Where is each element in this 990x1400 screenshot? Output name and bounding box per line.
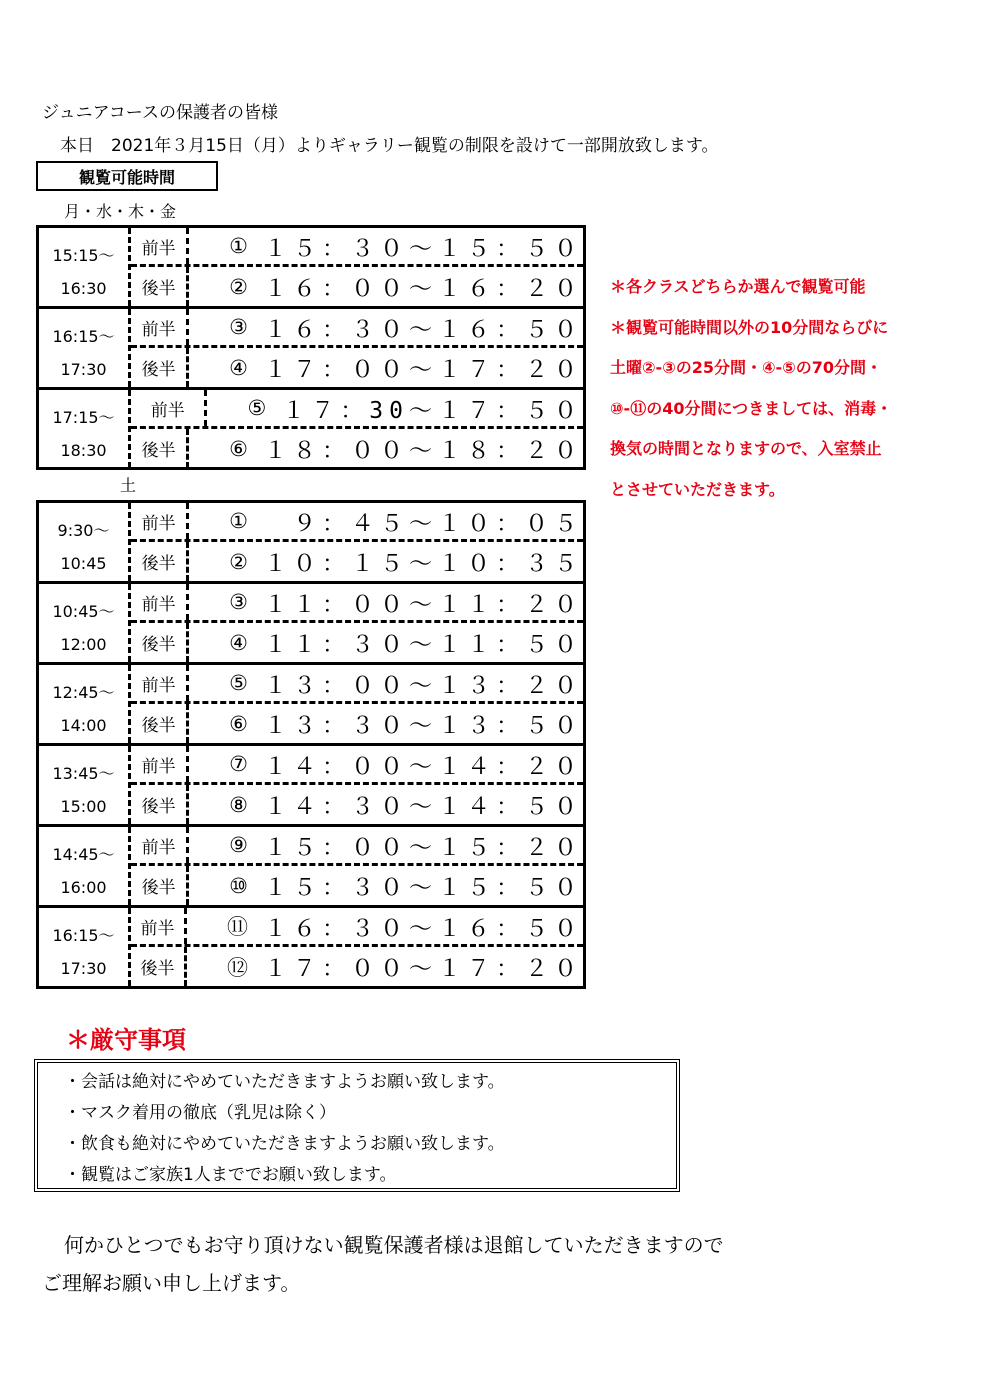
weekday-label: 月・水・木・金 [64,202,177,221]
time-group [39,228,583,306]
time-group [39,662,583,743]
time-range-start: 16:15～ [52,327,115,346]
slot-row [131,503,583,542]
slot-time: １６：００～１６：２０ [264,276,583,302]
slot-time: １６：３０～１６：５０ [264,915,583,942]
slot-number: ⑪ [227,915,248,939]
slot-time: １７：30～１７：５０ [282,397,583,424]
time-range-cell [39,827,131,905]
rules-box [34,1059,680,1192]
rule-item: ・会話は絶対にやめていただきますようお願い致します。 [64,1072,505,1092]
slot-time: １１：３０～１１：５０ [264,632,583,658]
weekday-schedule-table [36,225,586,470]
slot-time: １４：００～１４：２０ [264,753,583,780]
slot-time: １５：３０～１５：５０ [264,875,583,901]
time-range-cell [39,584,131,662]
time-range-start: 16:15～ [52,926,115,945]
time-range-start: 13:45～ [52,764,115,783]
time-group [39,581,583,662]
half-label: 後半 [131,623,189,662]
time-range-cell [39,746,131,824]
slot-cell [189,503,583,539]
slot-row [131,267,583,306]
slot-row [131,584,583,623]
slot-number: ② [229,274,248,299]
note-line: ⑩-⑪の40分間につきましては、消毒・ [610,398,893,418]
rules-title: ＊厳守事項 [66,1026,186,1054]
half-label: 前半 [131,309,189,345]
slot-time: ９：４５～１０：０５ [264,510,583,537]
slot-cell [189,704,583,743]
slot-number: ⑧ [229,792,248,817]
slot-row [131,746,583,785]
slot-cell [187,947,583,986]
half-label: 前半 [131,390,207,426]
slot-number: ② [229,549,248,574]
slot-number: ⑤ [247,396,267,420]
half-label: 前半 [131,228,189,264]
time-range-start: 15:15～ [52,246,115,265]
slot-number: ⑫ [227,955,248,980]
time-group [39,743,583,824]
half-label: 後半 [131,785,189,824]
time-range-end: 16:30 [60,279,107,298]
table-title: 観覧可能時間 [36,161,218,191]
slot-cell [189,429,583,468]
half-label: 前半 [131,908,187,944]
slot-cell [187,908,583,944]
half-label: 前半 [131,665,189,701]
slot-number: ④ [229,355,248,380]
slot-time: １７：００～１７：２０ [264,956,583,982]
slot-cell [189,584,583,620]
slot-number: ③ [229,315,248,339]
time-range-end: 17:30 [60,360,107,379]
half-label: 前半 [131,584,189,620]
slot-cell [189,228,583,264]
half-label: 後半 [131,866,189,905]
time-range-end: 12:00 [60,635,107,654]
half-label: 後半 [131,542,189,581]
time-range-start: 12:45～ [52,683,115,702]
slot-row [131,542,583,581]
greeting: ジュニアコースの保護者の皆様 [42,103,278,123]
slot-number: ⑩ [229,873,248,898]
rule-item: ・飲食も絶対にやめていただきますようお願い致します。 [64,1134,505,1154]
intro-text: 本日 2021年３月15日（月）よりギャラリー観覧の制限を設けて一部開放致します。 [60,136,719,156]
slot-number: ⑥ [229,436,248,461]
time-range-start: 14:45～ [52,845,115,864]
time-range-cell [39,228,131,306]
slot-cell [189,309,583,345]
half-label: 後半 [131,429,189,468]
time-range-cell [39,309,131,387]
slot-cell [189,785,583,824]
slot-row [131,429,583,468]
slot-number: ④ [229,630,248,655]
slot-row [131,390,583,429]
time-group [39,306,583,387]
slot-time: １３：００～１３：２０ [264,672,583,699]
slot-row [131,908,583,947]
saturday-label: 土 [120,476,137,495]
slot-time: １７：００～１７：２０ [264,357,583,383]
slot-cell [189,665,583,701]
slot-cell [189,267,583,306]
rule-item: ・マスク着用の徹底（乳児は除く） [64,1103,336,1123]
half-label: 前半 [131,827,189,863]
slot-cell [189,623,583,662]
slot-cell [189,746,583,782]
time-range-end: 14:00 [60,716,107,735]
slot-row [131,228,583,267]
saturday-schedule-table [36,500,586,989]
slot-number: ⑨ [229,833,248,857]
time-range-cell [39,503,131,581]
time-range-cell [39,908,131,986]
half-label: 後半 [131,267,189,306]
time-group [39,387,583,468]
slot-time: １５：００～１５：２０ [264,834,583,861]
half-label: 後半 [131,704,189,743]
note-line: ＊各クラスどちらか選んで観覧可能 [610,277,866,296]
slot-time: １１：００～１１：２０ [264,591,583,618]
half-label: 前半 [131,746,189,782]
time-group [39,824,583,905]
slot-number: ① [229,234,248,258]
slot-number: ⑤ [229,671,248,695]
note-line: ＊観覧可能時間以外の10分間ならびに [610,317,889,337]
slot-row [131,665,583,704]
slot-cell [189,827,583,863]
time-range-start: 9:30～ [57,521,110,540]
slot-row [131,866,583,905]
half-label: 前半 [131,503,189,539]
time-range-end: 16:00 [60,878,107,897]
time-range-end: 10:45 [60,554,107,573]
note-line: 換気の時間となりますので、入室禁止 [610,439,882,458]
slot-row [131,704,583,743]
slot-time: １６：３０～１６：５０ [264,316,583,343]
time-range-start: 17:15～ [52,408,115,427]
notes-block [610,270,950,513]
slot-time: １８：００～１８：２０ [264,438,583,464]
slot-row [131,348,583,387]
closing-line: ご理解お願い申し上げます。 [42,1271,301,1295]
slot-time: １３：３０～１３：５０ [264,713,583,739]
slot-number: ① [229,509,248,533]
half-label: 後半 [131,947,187,986]
closing-text [42,1226,724,1302]
time-range-end: 15:00 [60,797,107,816]
slot-row [131,309,583,348]
time-group [39,905,583,986]
time-group [39,503,583,581]
slot-cell [207,390,583,426]
slot-time: １５：３０～１５：５０ [264,235,583,262]
slot-row [131,623,583,662]
slot-cell [189,348,583,387]
slot-number: ⑥ [229,711,248,736]
slot-row [131,785,583,824]
time-range-cell [39,390,131,468]
time-range-cell [39,665,131,743]
slot-time: １０：１５～１０：３５ [264,551,583,577]
slot-row [131,947,583,986]
time-range-end: 17:30 [60,959,107,978]
note-line: 土曜②-③の25分間・④-⑤の70分間・ [610,358,883,377]
closing-line: 何かひとつでもお守り頂けない観覧保護者様は退館していただきますので [64,1233,724,1257]
slot-number: ③ [229,590,248,614]
slot-number: ⑦ [229,752,248,776]
note-line: とさせていただきます。 [610,479,785,499]
half-label: 後半 [131,348,189,387]
slot-row [131,827,583,866]
slot-cell [189,542,583,581]
rule-item: ・観覧はご家族1人まででお願い致します。 [64,1165,397,1185]
slot-cell [189,866,583,905]
slot-time: １４：３０～１４：５０ [264,794,583,820]
time-range-end: 18:30 [60,441,107,460]
time-range-start: 10:45～ [52,602,115,621]
